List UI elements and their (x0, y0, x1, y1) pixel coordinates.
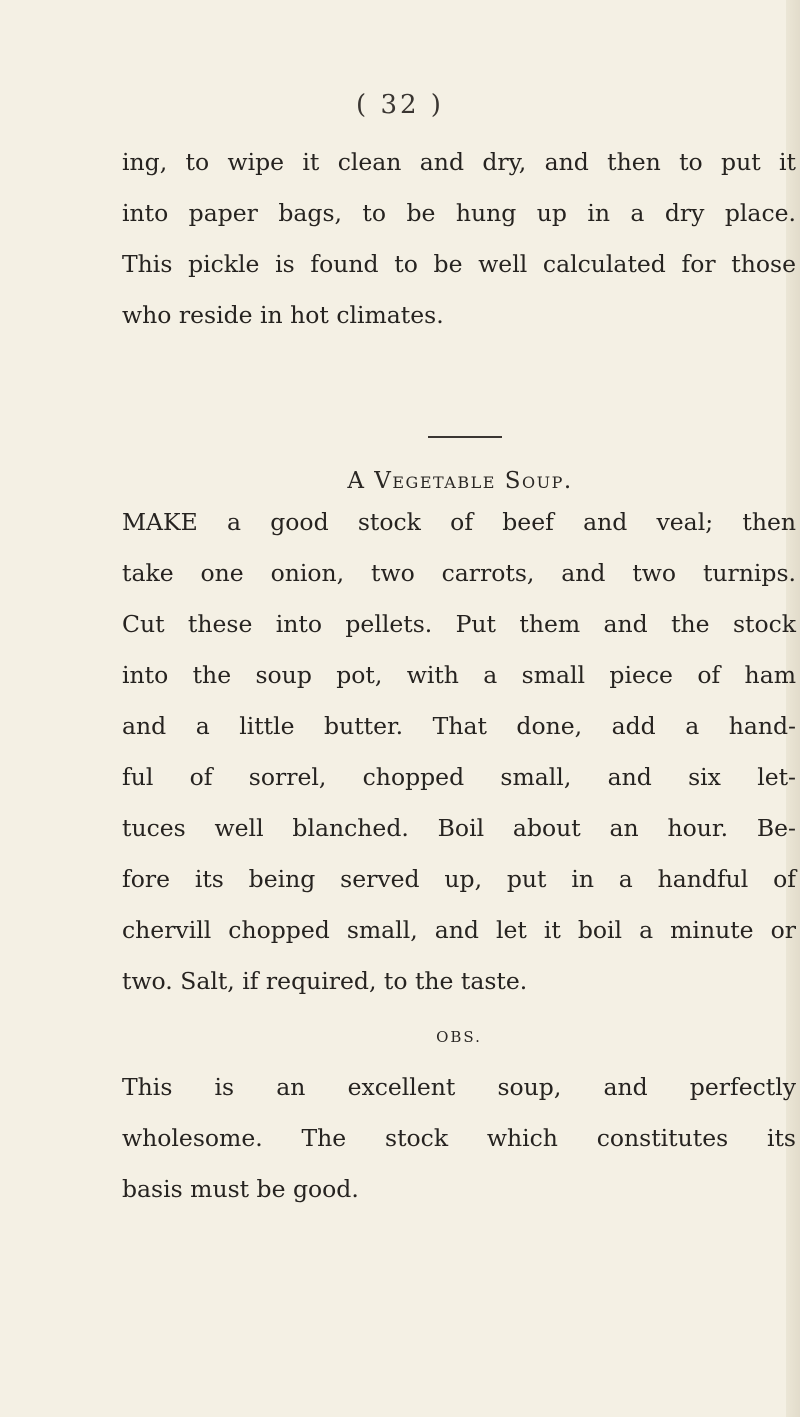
text-line: into paper bags, to be hung up in a dry place. (122, 199, 796, 227)
text-line: This pickle is found to be well calculated for those (122, 250, 796, 278)
text-line: This is an excellent soup, and perfectly (122, 1073, 796, 1101)
obs-paragraph (122, 1062, 796, 1215)
text-line: ful of sorrel, chopped small, and six let- (122, 763, 796, 791)
text-line: into the soup pot, with a small piece of ham (122, 661, 796, 689)
text-line: chervill chopped small, and let it boil a minute or (122, 916, 796, 944)
recipe-paragraph (122, 497, 796, 1007)
page-number: ( 32 ) (356, 90, 444, 120)
text-line: fore its being served up, put in a handful of (122, 865, 796, 893)
intro-paragraph (122, 137, 796, 341)
text-line: and a little butter. That done, add a hand- (122, 712, 796, 740)
text-line: who reside in hot climates. (122, 301, 444, 329)
text-line: wholesome. The stock which constitutes its (122, 1124, 796, 1152)
text-line: MAKE a good stock of beef and veal; then (122, 508, 796, 536)
text-line: basis must be good. (122, 1175, 359, 1203)
text-line: Cut these into pellets. Put them and the stock (122, 610, 796, 638)
obs-label: OBS. (436, 1028, 482, 1046)
text-line: tuces well blanched. Boil about an hour. Be- (122, 814, 796, 842)
text-line: two. Salt, if required, to the taste. (122, 967, 528, 995)
text-line: take one onion, two carrots, and two turnips. (122, 559, 796, 587)
recipe-title: A Vegetable Soup. (347, 468, 573, 494)
section-divider (428, 436, 502, 438)
text-line: ing, to wipe it clean and dry, and then to put it (122, 148, 796, 176)
